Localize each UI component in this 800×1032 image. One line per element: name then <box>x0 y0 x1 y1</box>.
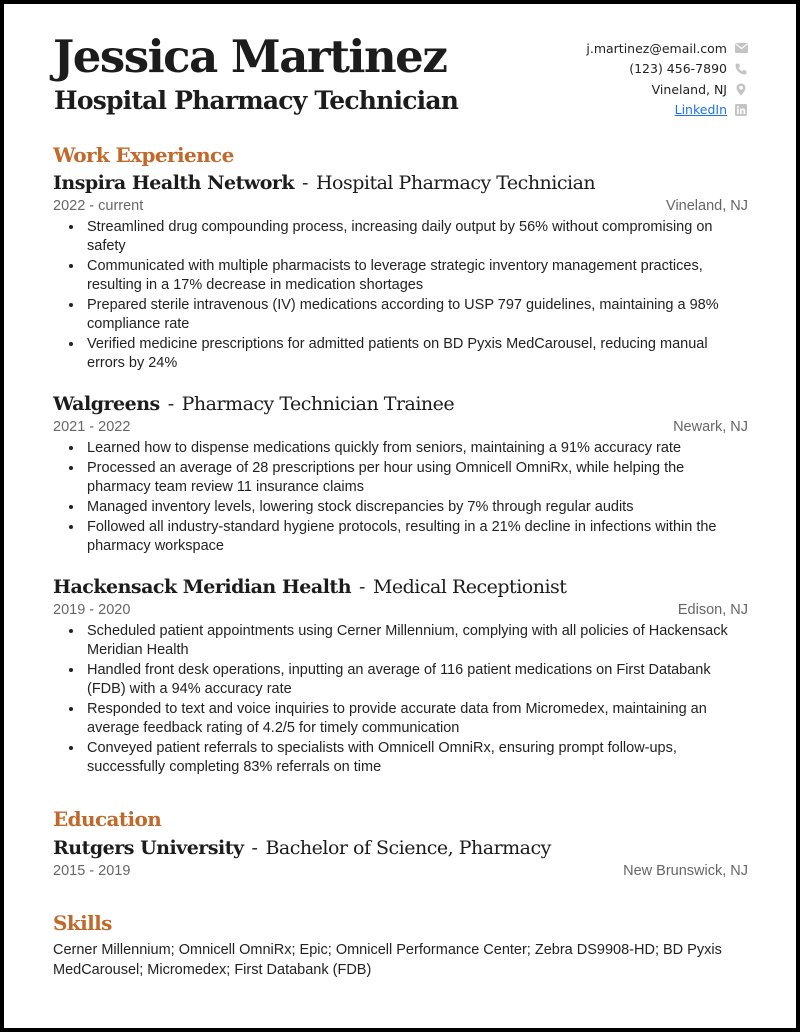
skills-list: Cerner Millennium; Omnicell OmniRx; Epic; Omnicell Performance Center; Zebra DS9908-HD; BD Pyxis MedCarousel; Micromedex; First Databank (FDB) <box>53 942 722 978</box>
education-location: New Brunswick, NJ <box>623 863 748 879</box>
list-item: • Responded to text and voice inquiries to provide accurate data from Micromedex, maintaining an average feedback rating of 4.2/5 for timely communication <box>84 700 748 738</box>
contact-email <box>586 38 748 59</box>
list-item: • Streamlined drug compounding process, increasing daily output by 56% without compromising on safety <box>84 218 748 256</box>
education-field: Pharmacy <box>458 837 551 859</box>
location-text: Vineland, NJ <box>651 81 727 97</box>
heading-separator: - <box>167 393 174 415</box>
list-item: • Processed an average of 28 prescriptions per hour using Omnicell OmniRx, while helping the pharmacy team review 11 insurance claims <box>84 459 748 497</box>
list-item: • Scheduled patient appointments using Cerner Millennium, complying with all policies of Hackensack Meridian Health <box>84 622 748 660</box>
section-title-work-experience: Work Experience <box>53 143 234 167</box>
list-item: • Conveyed patient referrals to specialists with Omnicell OmniRx, ensuring prompt follow-ups, successfully completing 83% referrals on time <box>84 739 748 777</box>
resume-page <box>4 4 796 1028</box>
contact-linkedin <box>586 100 748 121</box>
job-entry-hackensack <box>53 578 748 778</box>
job-location: Edison, NJ <box>677 602 748 618</box>
linkedin-link[interactable]: LinkedIn <box>674 102 727 118</box>
job-dates: 2022 - current <box>53 198 144 214</box>
list-item: • Followed all industry-standard hygiene protocols, resulting in a 21% decline in infections within the pharmacy workspace <box>84 518 748 556</box>
envelope-icon <box>734 41 748 55</box>
job-dates: 2019 - 2020 <box>53 602 131 618</box>
job-entry-walgreens <box>53 395 748 557</box>
email-text[interactable]: j.martinez@email.com <box>586 40 727 56</box>
heading-separator: - <box>251 837 258 859</box>
candidate-name: Jessica Martinez <box>53 30 447 83</box>
job-company: Walgreens <box>53 393 160 415</box>
linkedin-icon <box>734 103 748 117</box>
job-dates: 2021 - 2022 <box>53 419 131 435</box>
education-meta <box>53 864 748 879</box>
job-meta <box>53 603 748 618</box>
education-dates: 2015 - 2019 <box>53 863 131 879</box>
contact-block <box>586 38 748 120</box>
job-heading <box>53 174 748 193</box>
list-item: • Learned how to dispense medications quickly from seniors, maintaining a 91% accuracy rate <box>84 439 748 458</box>
list-item: • Handled front desk operations, inputting an average of 116 patient medications on First Databank (FDB) with a 94% accuracy rate <box>84 661 748 699</box>
candidate-title: Hospital Pharmacy Technician <box>54 86 459 115</box>
job-heading <box>53 578 748 597</box>
job-location: Vineland, NJ <box>666 198 748 214</box>
contact-phone <box>586 59 748 80</box>
job-entry-inspira <box>53 174 748 374</box>
job-role: Hospital Pharmacy Technician <box>315 172 596 194</box>
list-item: • Verified medicine prescriptions for admitted patients on BD Pyxis MedCarousel, reducing manual errors by 24% <box>84 335 748 373</box>
job-heading <box>53 395 748 414</box>
job-role: Medical Receptionist <box>372 576 567 598</box>
job-meta <box>53 420 748 435</box>
job-bullets <box>53 218 748 373</box>
phone-icon <box>734 62 748 76</box>
map-pin-icon <box>734 82 748 96</box>
list-item: • Prepared sterile intravenous (IV) medications according to USP 797 guidelines, maintaining a 98% compliance rate <box>84 296 748 334</box>
job-company: Inspira Health Network <box>53 172 295 194</box>
contact-location <box>586 79 748 100</box>
heading-separator: - <box>302 172 308 194</box>
education-entry <box>53 839 748 879</box>
job-meta <box>53 199 748 214</box>
heading-separator: - <box>359 576 365 598</box>
education-school: Rutgers University <box>53 837 244 859</box>
job-location: Newark, NJ <box>673 419 748 435</box>
education-heading <box>53 839 748 858</box>
job-bullets <box>53 439 748 556</box>
list-item: • Managed inventory levels, lowering stock discrepancies by 7% through regular audits <box>84 498 748 517</box>
phone-text[interactable]: (123) 456-7890 <box>629 61 727 77</box>
list-item: • Communicated with multiple pharmacists to leverage strategic inventory management practices, resulting in a 17% decrease in medication shortages <box>84 257 748 295</box>
job-bullets <box>53 622 748 777</box>
section-title-skills: Skills <box>53 911 112 935</box>
education-degree: Bachelor of Science, <box>265 837 454 859</box>
job-role: Pharmacy Technician Trainee <box>181 393 455 415</box>
section-title-education: Education <box>53 807 162 831</box>
job-company: Hackensack Meridian Health <box>53 576 352 598</box>
